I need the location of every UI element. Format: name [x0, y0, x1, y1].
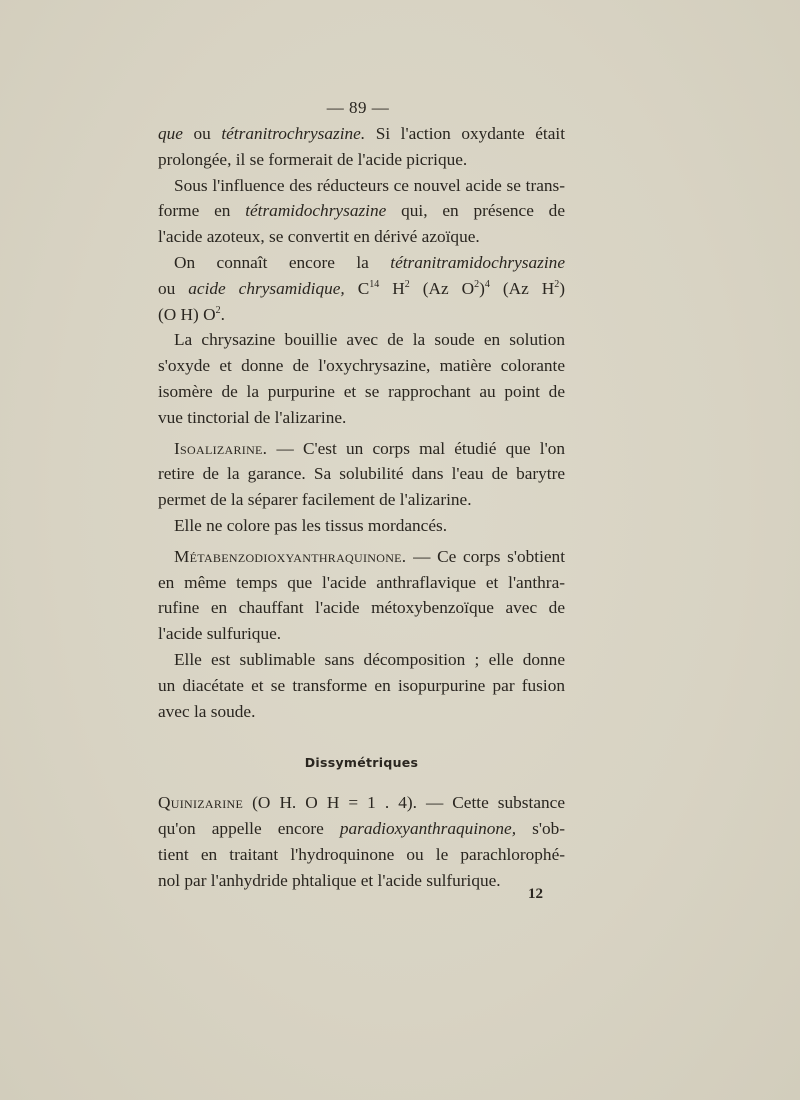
text-line	[158, 302, 565, 328]
text-line: l'acide sulfurique.	[158, 624, 282, 644]
paragraph-7	[158, 544, 565, 647]
section-term: Métabenzodioxyanthraquinone.	[174, 546, 407, 566]
superscript: 4	[484, 278, 490, 290]
text-run: — C'est un corps mal étudié que l'on	[267, 438, 565, 458]
text-run: Si l'action oxydante était	[365, 124, 565, 143]
text-line	[158, 198, 565, 224]
text-run: .	[220, 304, 225, 324]
paragraph-4	[158, 327, 565, 430]
text-line: prolongée, il se formerait de l'acide picrique.	[158, 149, 468, 169]
section-term: Isoalizarine.	[174, 438, 268, 458]
text-run: (Az H	[489, 278, 555, 298]
paragraph-1	[158, 121, 565, 173]
paragraph-5	[158, 436, 565, 513]
text-run: )	[559, 278, 565, 298]
text-line	[158, 816, 565, 842]
body-text	[158, 121, 565, 893]
italic-term: tétranitrochrysazine.	[221, 124, 366, 143]
text-run: ou	[158, 278, 189, 298]
text-line: avec la soude.	[158, 701, 256, 721]
italic-term: acide chrysamidique,	[188, 278, 345, 298]
text-run: On connaît encore la	[174, 252, 391, 272]
paragraph-9	[158, 790, 565, 893]
text-run: C	[344, 278, 370, 298]
italic-term: tétranitramidochrysazine	[390, 252, 565, 272]
text-line	[158, 790, 565, 816]
text-line: l'acide azoteux, se convertit en dérivé azoïque.	[158, 227, 480, 247]
text-run: ou	[182, 124, 222, 143]
superscript: 2	[404, 278, 410, 290]
text-run: (O H) O	[158, 304, 216, 324]
paragraph-2	[158, 173, 565, 250]
paragraph-8	[158, 647, 565, 724]
text-run: (Az O	[409, 278, 475, 298]
text-line: tient en traitant l'hydroquinone ou le parachlorophé-	[158, 844, 565, 864]
text-line	[158, 276, 565, 302]
text-line: Sous l'influence des réducteurs ce nouvel acide se trans-	[174, 175, 565, 195]
text-line	[158, 121, 565, 147]
text-line: nol par l'anhydride phtalique et l'acide sulfurique.	[158, 870, 501, 890]
text-line: rufine en chauffant l'acide métoxybenzoïque avec de	[158, 598, 565, 618]
text-line: vue tinctorial de l'alizarine.	[158, 407, 347, 427]
italic-term: paradioxyanthraquinone,	[339, 818, 517, 838]
text-run: )	[479, 278, 485, 298]
italic-term: que	[158, 124, 183, 143]
text-line: en même temps que l'acide anthraflavique et l'anthra-	[158, 572, 565, 592]
paragraph-6	[158, 513, 565, 539]
text-line: permet de la séparer facilement de l'alizarine.	[158, 490, 472, 510]
superscript: 2	[215, 304, 221, 316]
text-run: s'ob-	[516, 818, 565, 838]
text-run: — Ce corps s'obtient	[406, 546, 565, 566]
text-run: qu'on appelle encore	[158, 818, 340, 838]
signature-mark: 12	[528, 886, 543, 902]
section-term: Quinizarine	[158, 793, 244, 813]
superscript: 14	[369, 278, 380, 290]
text-line: s'oxyde et donne de l'oxychrysazine, matière colorante	[158, 356, 565, 376]
text-line: un diacétate et se transforme en isopurpurine par fusion	[158, 675, 565, 695]
section-heading: Dissymétriques	[304, 755, 419, 771]
page-number: — 89 —	[326, 98, 390, 117]
italic-term: tétramidochrysazine	[245, 201, 387, 221]
text-line: La chrysazine bouillie avec de la soude en solution	[174, 330, 565, 350]
text-line: retire de la garance. Sa solubilité dans l'eau de barytre	[158, 464, 565, 484]
text-line	[158, 544, 565, 570]
text-line: isomère de la purpurine et se rapprochant au point de	[158, 381, 565, 401]
text-line: Elle est sublimable sans décomposition ; elle donne	[174, 649, 565, 669]
superscript: 2	[474, 278, 480, 290]
text-run: qui, en présence de	[386, 201, 565, 221]
superscript: 2	[554, 278, 560, 290]
text-line	[158, 250, 565, 276]
text-run: forme en	[158, 201, 246, 221]
text-run: H	[379, 278, 405, 298]
text-line	[158, 436, 565, 462]
paragraph-3	[158, 250, 565, 327]
text-run: (O H. O H = 1 . 4). — Cette substance	[243, 793, 565, 813]
text-line: Elle ne colore pas les tissus mordancés.	[174, 515, 448, 535]
